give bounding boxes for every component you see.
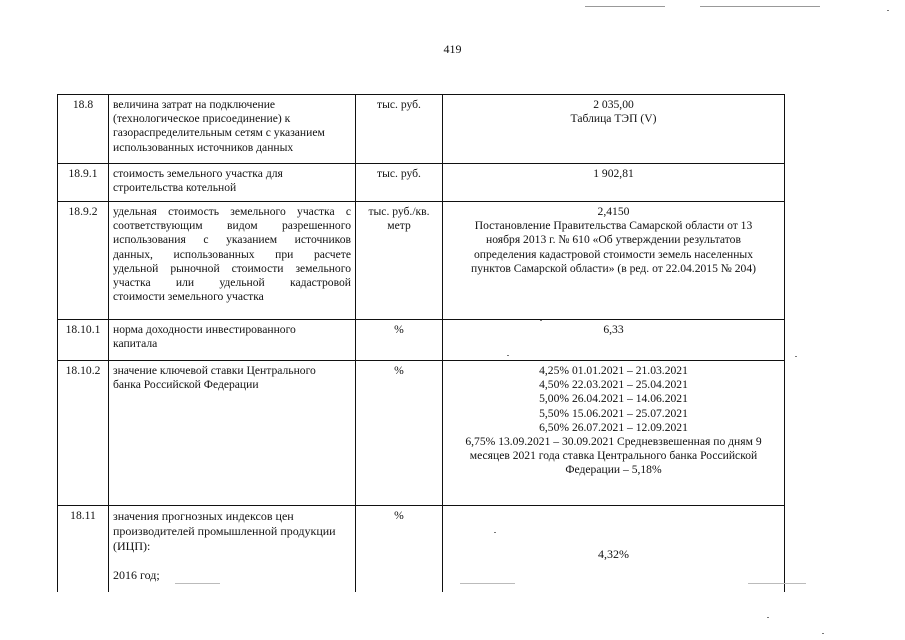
scan-artifact-dot [822,633,824,634]
year-label: 2016 год; [113,568,160,582]
value-line: 4,32% [598,547,629,561]
row-description [109,361,356,506]
description-line: удельной рыночной стоимости земельного [113,261,351,275]
scan-artifact-line [460,583,515,584]
value-line: 6,75% 13.09.2021 – 30.09.2021 Средневзвешенная по дням 9 [465,435,762,449]
scan-artifact-dot [494,532,496,533]
row-number: 18.8 [58,95,109,164]
description-line: производителей промышленной продукции [113,524,336,538]
value-line: 1 902,81 [593,167,634,180]
document-table [57,94,785,592]
table-row [58,320,785,361]
scan-artifact-dot [795,356,797,357]
value-line: 2 035,00 [593,98,634,111]
value-line: 4,25% 01.01.2021 – 21.03.2021 [539,364,688,377]
row-number: 18.10.2 [58,361,109,506]
description-line: стоимость земельного участка для [113,167,283,180]
description-line: норма доходности инвестированного [113,323,296,336]
row-description [109,202,356,320]
value-line: Постановление Правительства Самарской области от 13 [474,219,753,233]
row-unit: % [356,506,443,592]
description-line: использованных источников данных [113,140,294,154]
value-line: 4,50% 22.03.2021 – 25.04.2021 [539,378,688,392]
description-line: значения прогнозных индексов цен [113,509,294,523]
scan-artifact-dot [540,320,542,321]
description-line: величина затрат на подключение [113,98,276,111]
description-line: соответствующим видом разрешенного [113,219,351,233]
scan-artifact-line [175,583,220,584]
row-number: 18.10.1 [58,320,109,361]
row-value [443,320,785,361]
description-line: банка Российской Федерации [113,378,259,392]
table-row [58,361,785,506]
row-unit: тыс. руб. [356,164,443,202]
value-line: 6,50% 26.07.2021 – 12.09.2021 [539,420,688,434]
description-line: газораспределительным сетям с указанием [113,126,325,140]
scan-artifact-dot [887,10,889,11]
description-line: участка или удельной кадастровой [113,276,351,290]
value-line: ноября 2013 г. № 610 «Об утверждении результатов [486,233,741,247]
row-value [443,202,785,320]
value-line: пунктов Самарской области» (в ред. от 22.04.2015 № 204) [471,261,756,275]
description-line: значение ключевой ставки Центрального [113,364,316,377]
value-line: Федерации – 5,18% [565,463,662,477]
description-line: (ИЦП): [113,539,151,553]
row-description [109,320,356,361]
value-line: 5,50% 15.06.2021 – 25.07.2021 [539,406,688,420]
value-line: 6,33 [603,323,624,336]
page-number: 419 [443,42,462,56]
table-row [58,202,785,320]
table-row [58,164,785,202]
description-line: строительства котельной [113,181,237,195]
value-line: определения кадастровой стоимости земель населенных [474,247,753,261]
row-value [443,164,785,202]
table-row [58,506,785,592]
description-line: капитала [113,337,158,351]
description-line: использования с указанием источников [113,233,351,247]
row-value [443,506,785,592]
row-unit: тыс. руб. [356,95,443,164]
description-line: данных, использованных при расчете [113,247,351,261]
row-unit: % [356,320,443,361]
row-description [109,506,356,592]
value-line: Таблица ТЭП (V) [570,112,657,126]
scan-artifact-line [700,6,820,7]
value-line: месяцев 2021 года ставка Центрального банка Российской [469,449,758,463]
row-number: 18.9.1 [58,164,109,202]
table-row [58,95,785,164]
row-unit: % [356,361,443,506]
row-unit [356,202,443,320]
scan-artifact-dot [767,617,769,618]
description-line: стоимости земельного участка [113,290,264,304]
row-value [443,95,785,164]
row-number: 18.9.2 [58,202,109,320]
unit-line: тыс. руб./кв. [368,205,430,218]
row-description [109,164,356,202]
description-line: удельная стоимость земельного участка с [113,205,351,218]
row-description [109,95,356,164]
value-line: 5,00% 26.04.2021 – 14.06.2021 [539,392,688,406]
unit-line: метр [387,219,411,233]
row-number: 18.11 [58,506,109,592]
value-line: 2,4150 [597,205,630,218]
scan-artifact-dot [507,355,509,356]
scan-artifact-line [748,583,806,584]
scan-artifact-line [585,6,665,7]
row-value [443,361,785,506]
description-line: (технологическое присоединение) к [113,112,291,126]
